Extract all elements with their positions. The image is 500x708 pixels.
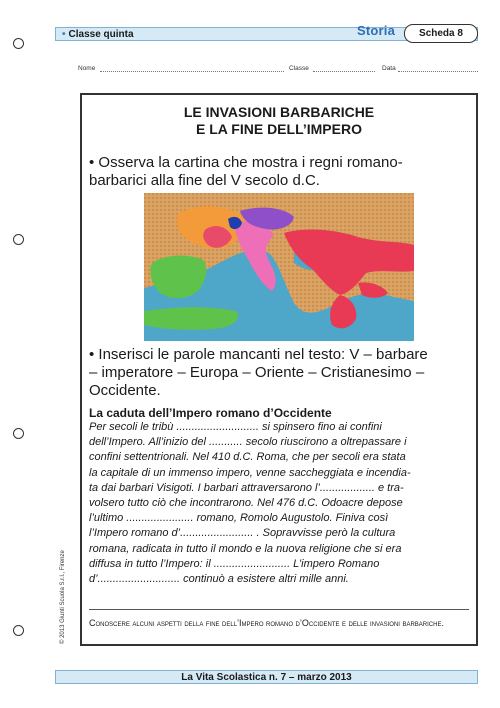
text-line: romana, radicata in tutto il mondo e la nuova religione che si era (89, 542, 402, 555)
subject-label: Storia (357, 23, 396, 38)
divider (89, 609, 469, 610)
worksheet-title: LE INVASIONI BARBARICHE E LA FINE DELL’IMPERO (183, 104, 375, 137)
fill-in-text (89, 420, 474, 587)
text-line: diffusa in tutto l’Impero: il ......................... L’impero Romano (89, 557, 380, 570)
copyright-notice: © 2013 Giunti Scuola S.r.l., Firenze (60, 550, 66, 644)
text-line: Per secoli le tribù ........................... si spinsero fino ai confini (89, 421, 382, 433)
binder-hole (13, 428, 24, 439)
footer-band: La Vita Scolastica n. 7 – marzo 2013 (55, 670, 478, 684)
binder-hole (13, 234, 24, 245)
text-line: volsero tutto ciò che incontrarono. Nel 476 d.C. Odoacre depose (89, 497, 403, 510)
text-line: l’Impero romano d’........................ . Sopravvisse però la cultura (89, 527, 396, 540)
date-label: Data (382, 65, 396, 72)
name-label: Nome (78, 65, 96, 72)
text-line: d’........................... continuò a esistere altri mille anni. (89, 573, 349, 586)
text-line: confini settentrionali. Nel 410 d.C. Roma, che per secoli era stata (89, 451, 406, 464)
name-field[interactable] (100, 71, 284, 72)
binder-hole (13, 625, 24, 636)
bullet-icon: • (62, 28, 66, 40)
binder-hole (13, 38, 24, 49)
text-line: la capitale di un immenso impero, venne saccheggiata e incendia- (89, 466, 411, 479)
text-heading: La caduta dell’Impero romano d’Occidente (89, 406, 332, 420)
date-field[interactable] (398, 71, 478, 72)
class-field-label: Classe (289, 65, 309, 72)
roman-barbarian-kingdoms-map (144, 193, 414, 341)
class-field[interactable] (313, 71, 375, 72)
instruction-observe: • Osserva la cartina che mostra i regni romano- barbarici alla fine del V secolo d.C. (89, 154, 403, 189)
text-line: l’ultimo ...................... romano, Romolo Augustolo. Finiva così (89, 512, 389, 525)
text-line: dell’Impero. All’inizio del ........... secolo riuscirono a oltrepassare i (89, 436, 407, 449)
learning-objective: Conoscere alcuni aspetti della fine dell’Impero romano d’Occidente e delle invasioni barbariche. (89, 618, 444, 628)
text-line: ta dai barbari Visigoti. I barbari attraversarono l’.................. e tra- (89, 481, 404, 494)
instruction-insert: • Inserisci le parole mancanti nel testo: V – barbare – imperatore – Europa – Oriente – Cristianesimo – Occidente. (89, 346, 428, 399)
class-label: • Classe quinta (62, 28, 134, 40)
sheet-badge: Scheda 8 (404, 24, 478, 43)
